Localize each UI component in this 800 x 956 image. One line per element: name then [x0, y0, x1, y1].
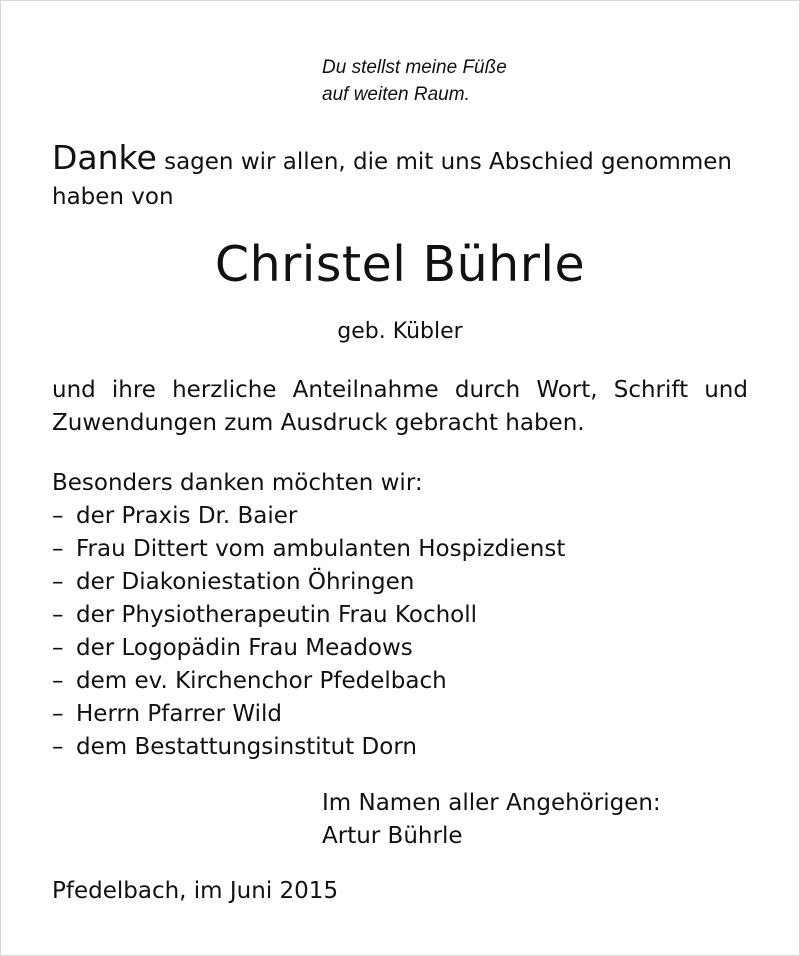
list-item-text: Herrn Pfarrer Wild [76, 701, 283, 727]
list-item-text: der Physiotherapeutin Frau Kocholl [76, 602, 478, 628]
signature-block [322, 787, 661, 853]
list-item [52, 566, 752, 599]
list-dash: – [52, 503, 64, 529]
list-item [52, 599, 752, 632]
list-item-text: dem ev. Kirchenchor Pfedelbach [76, 668, 447, 694]
list-dash: – [52, 536, 64, 562]
motto-line-2: auf weiten Raum. [322, 84, 470, 105]
motto-line-1: Du stellst meine Füße [322, 57, 507, 78]
list-item-text: der Praxis Dr. Baier [76, 503, 298, 529]
list-dash: – [52, 734, 64, 760]
list-dash: – [52, 602, 64, 628]
list-dash: – [52, 701, 64, 727]
list-dash: – [52, 635, 64, 661]
list-item [52, 665, 752, 698]
list-item-text: Frau Dittert vom ambulanten Hospizdienst [76, 536, 566, 562]
thanks-text: sagen wir allen, die mit uns Abschied genommen haben von [52, 149, 732, 210]
maiden-name: geb. Kübler [337, 319, 463, 344]
thanks-lead-word: Danke [52, 138, 157, 177]
list-item-text: der Diakoniestation Öhringen [76, 569, 415, 595]
signature-line-1: Im Namen aller Angehörigen: [322, 790, 661, 816]
special-thanks-list [52, 500, 752, 764]
list-item [52, 731, 752, 764]
special-thanks [52, 467, 752, 764]
place-and-date: Pfedelbach, im Juni 2015 [52, 878, 339, 904]
list-item [52, 533, 752, 566]
list-item [52, 632, 752, 665]
list-item [52, 698, 752, 731]
condolence-paragraph: und ihre herzliche Anteilnahme durch Wort, Schrift und Zuwendungen zum Ausdruck gebracht haben. [52, 377, 748, 436]
list-item-text: dem Bestattungsinstitut Dorn [76, 734, 417, 760]
signature-name: Artur Bührle [322, 823, 463, 849]
thanks-paragraph [52, 140, 752, 215]
list-item [52, 500, 752, 533]
list-dash: – [52, 668, 64, 694]
special-thanks-intro: Besonders danken möchten wir: [52, 470, 423, 496]
motto-quote [322, 54, 507, 108]
list-dash: – [52, 569, 64, 595]
deceased-name: Christel Bührle [214, 236, 586, 293]
list-item-text: der Logopädin Frau Meadows [76, 635, 413, 661]
